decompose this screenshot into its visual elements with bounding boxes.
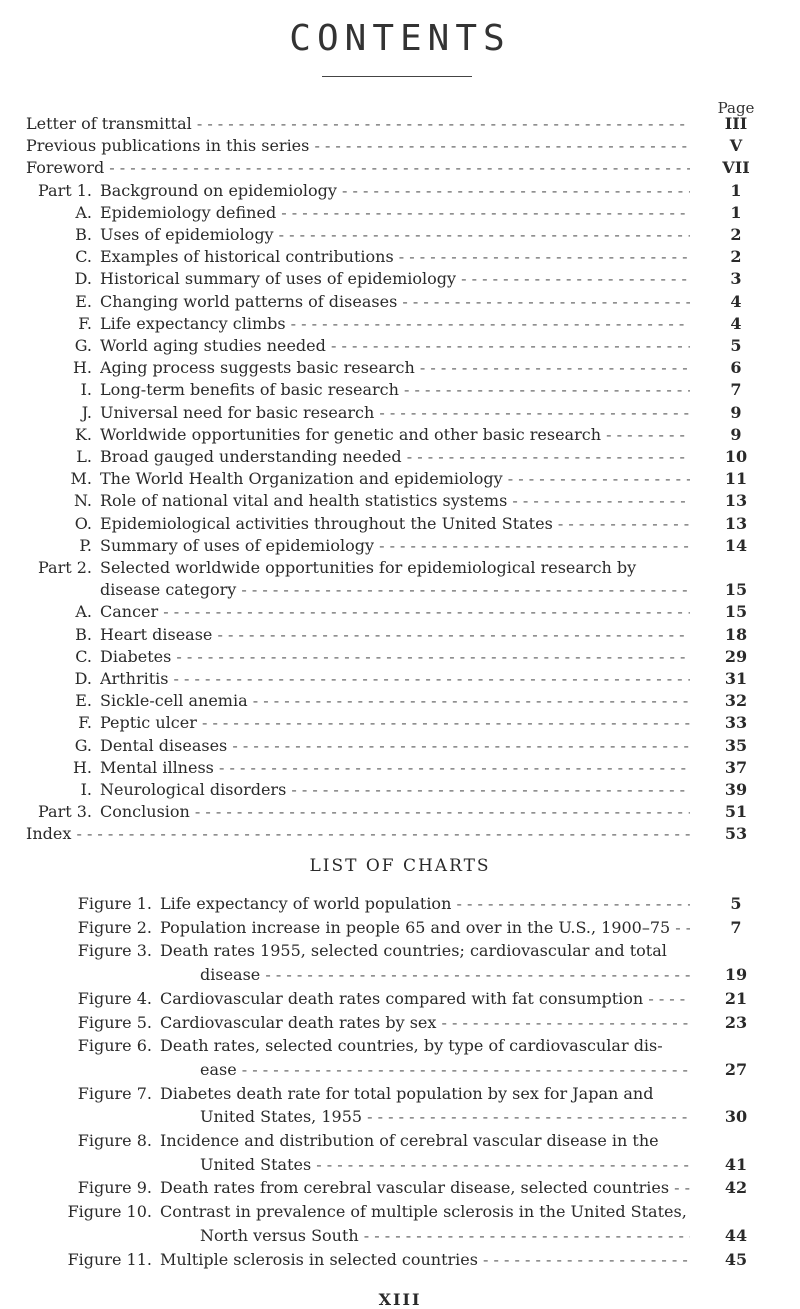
entry-page-number: 10 [724,447,748,466]
entry-page-number: 7 [730,380,742,400]
entry-title: Life expectancy climbs - - - [100,315,690,333]
entry-title: Cardiovascular death rates compared with fat consumption - - - [160,990,690,1008]
entry-title: Arthritis - - - [100,670,690,688]
entry-page-number: 42 [724,1178,748,1198]
entry-title: Incidence and distribution of cerebral vascular disease in the [160,1132,659,1150]
entry-label: H. [72,757,92,777]
entry-page-number: 11 [724,469,748,489]
list-of-charts-heading: LIST OF CHARTS [309,856,491,876]
entry-title: Cardiovascular death rates by sex - - - [160,1014,690,1032]
entry-page-number: 23 [724,1012,748,1032]
page-title: CONTENTS [289,18,511,59]
entry-label: B. [75,624,92,644]
entry-page-number: VII [722,158,750,178]
entry-page-number: 33 [724,713,748,733]
entry-page-number: 1 [730,180,742,200]
entry-title: Sickle-cell anemia - - - [100,692,690,710]
entry-title: Dental diseases - - - [100,737,690,755]
entry-title: Foreword - - - [26,159,690,177]
entry-title: North versus South - - - [200,1227,690,1245]
entry-label: D. [74,269,92,289]
entry-page-number: 51 [724,802,748,822]
entry-page-number: 27 [724,1059,748,1079]
entry-page-number: 32 [724,691,748,711]
entry-title: Multiple sclerosis in selected countries - - - [160,1251,690,1269]
entry-page-number: 15 [724,580,748,600]
entry-page-number: 1 [730,202,742,222]
entry-label: Figure 7. [77,1083,152,1103]
entry-title: Diabetes - - - [100,648,690,666]
entry-page-number: 21 [724,988,748,1008]
entry-title: Contrast in prevalence of multiple sclerosis in the United States, [160,1203,687,1222]
entry-label: Part 3. [37,802,92,822]
entry-page-number: 5 [730,336,742,355]
entry-label: A. [75,602,92,622]
entry-label: Figure 5. [77,1012,152,1032]
entry-label: J. [81,402,92,422]
entry-title: Neurological disorders - - - [100,781,690,799]
entry-page-number: 18 [724,624,748,644]
entry-label: F. [78,713,92,733]
entry-page-number: 37 [724,757,748,777]
entry-title: Cancer - - - [100,603,690,621]
entry-title: Uses of epidemiology - - - [100,226,690,244]
entry-title: Index - - - [26,825,690,843]
entry-page-number: 13 [724,513,748,533]
entry-title: Peptic ulcer - - - [100,714,690,732]
entry-label: Figure 4. [77,988,152,1008]
entry-title: United States, 1955 - - - [200,1108,690,1126]
entry-label: C. [75,646,92,666]
entry-page-number: 7 [730,917,742,937]
entry-title: Summary of uses of epidemiology - - - [100,537,690,555]
entry-page-number: 35 [724,735,748,755]
title-rule [322,76,472,77]
entry-page-number: 9 [730,424,742,444]
entry-page-number: 6 [730,358,742,378]
entry-label: Figure 8. [77,1131,152,1150]
entry-page-number: 2 [730,247,742,267]
entry-label: P. [79,535,92,555]
entry-title: Death rates, selected countries, by type of cardiovascular dis- [160,1037,663,1056]
entry-title: Population increase in people 65 and over in the U.S., 1900–75 - - - [160,919,690,937]
entry-label: I. [80,780,92,799]
entry-title: Changing world patterns of diseases - - - [100,293,690,311]
entry-title: World aging studies needed - - - [100,337,690,355]
entry-page-number: 15 [724,602,748,622]
entry-label: H. [72,358,92,378]
entry-label: Figure 10. [67,1202,152,1222]
entry-label: Figure 3. [77,941,152,961]
entry-label: Part 1. [37,180,92,200]
entry-title: Heart disease - - - [100,626,690,644]
entry-page-number: 44 [724,1225,748,1245]
entry-label: G. [74,735,92,755]
entry-title: Historical summary of uses of epidemiology - - - [100,270,690,288]
entry-title: Epidemiological activities throughout the United States - - - [100,515,690,533]
entry-title: Examples of historical contributions - - - [100,248,690,266]
entry-page-number: 13 [724,491,748,511]
entry-title: Broad gauged understanding needed - - - [100,448,690,466]
page-number-footer: XIII [378,1290,422,1309]
entry-title: Aging process suggests basic research - - - [100,359,690,377]
entry-page-number: 2 [730,225,742,244]
entry-label: Figure 11. [67,1249,152,1269]
entry-label: B. [75,225,92,244]
entry-label: O. [74,513,92,533]
entry-page-number: 4 [730,313,742,333]
entry-page-number: 14 [724,535,748,555]
entry-label: Part 2. [37,558,92,577]
entry-title: Life expectancy of world population - - - [160,895,690,913]
entry-title: disease - - - [200,966,690,984]
entry-label: Figure 6. [77,1036,152,1056]
entry-title: Selected worldwide opportunities for epidemiological research by [100,559,637,577]
entry-title: Background on epidemiology - - - [100,182,690,200]
entry-page-number: V [729,136,743,156]
entry-page-number: 39 [724,780,748,799]
entry-label: L. [76,447,92,466]
entry-label: N. [73,491,92,511]
entry-label: I. [80,380,92,400]
entry-page-number: 19 [724,965,748,985]
entry-title: disease category - - - [100,581,690,599]
entry-title: Conclusion - - - [100,803,690,821]
entry-title: Universal need for basic research - - - [100,404,690,422]
entry-label: G. [74,336,92,355]
entry-page-number: 30 [724,1107,748,1127]
entry-label: E. [75,691,92,711]
entry-page-number: 31 [724,669,748,688]
entry-label: K. [74,424,92,444]
entry-label: E. [75,291,92,311]
entry-title: Diabetes death rate for total population by sex for Japan and [160,1084,654,1103]
entry-label: A. [75,202,92,222]
entry-label: Figure 2. [77,917,152,937]
entry-title: ease - - - [200,1061,690,1079]
entry-label: M. [70,469,92,489]
entry-title: Death rates from cerebral vascular disease, selected countries - - - [160,1179,690,1197]
entry-label: Figure 9. [77,1178,152,1198]
entry-page-number: 5 [730,894,742,913]
entry-page-number: 29 [724,646,748,666]
entry-label: Figure 1. [77,894,152,913]
entry-page-number: 41 [724,1154,748,1174]
entry-title: Letter of transmittal - - - [26,115,690,133]
entry-title: Long-term benefits of basic research - - - [100,381,690,399]
entry-title: The World Health Organization and epidemiology - - - [100,470,690,488]
entry-title: United States - - - [200,1156,690,1174]
entry-page-number: 45 [724,1249,748,1269]
entry-label: C. [75,247,92,267]
entry-page-number: 53 [724,824,748,844]
entry-title: Mental illness - - - [100,759,690,777]
entry-page-number: 9 [730,402,742,422]
entry-label: D. [74,669,92,688]
entry-label: F. [78,313,92,333]
entry-page-number: 4 [730,291,742,311]
entry-title: Death rates 1955, selected countries; cardiovascular and total [160,942,667,961]
entry-title: Worldwide opportunities for genetic and other basic research - - - [100,426,690,444]
entry-page-number: III [724,114,748,133]
entry-title: Previous publications in this series - - - [26,137,690,155]
page-column-label: Page [717,99,755,117]
entry-title: Epidemiology defined - - - [100,204,690,222]
entry-page-number: 3 [730,269,742,289]
entry-title: Role of national vital and health statistics systems - - - [100,492,690,510]
